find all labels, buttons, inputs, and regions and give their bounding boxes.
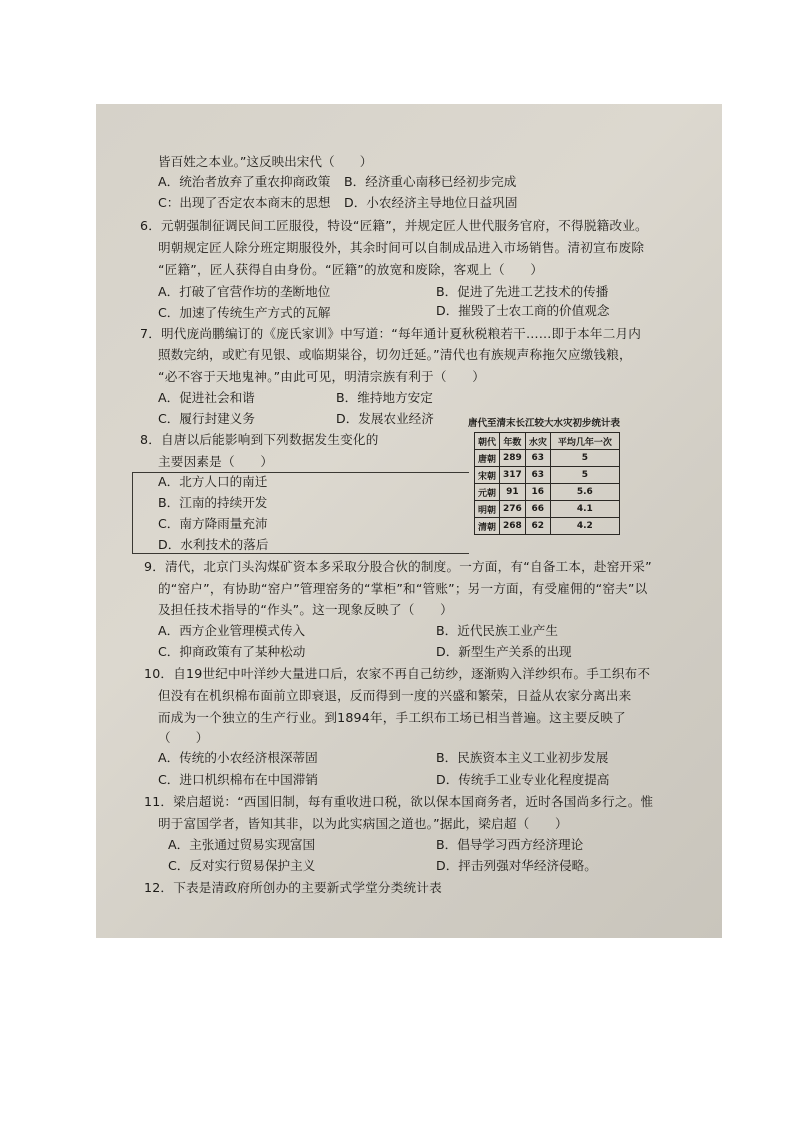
q5-option-a: A．统治者放弃了重农抑商政策 [158, 174, 331, 189]
q9-option-c: C．抑商政策有了某种松动 [158, 644, 306, 659]
table-cell: 63 [525, 467, 550, 484]
q5-stem-end: 皆百姓之本业。”这反映出宋代（ ） [158, 154, 373, 169]
q12-stem: 12．下表是清政府所创办的主要新式学堂分类统计表 [144, 880, 442, 895]
q11-option-a: A．主张通过贸易实现富国 [168, 837, 316, 852]
table-cell: 268 [500, 518, 526, 535]
q7-stem-line2: 照数完纳，或贮有见银、或临期粜谷，切勿迁延。”清代也有族规声称拖欠应缴钱粮， [158, 347, 632, 362]
q6-option-d: D．摧毁了士农工商的价值观念 [436, 303, 610, 318]
table-cell: 91 [500, 484, 526, 501]
table-cell: 63 [525, 450, 550, 467]
table-cell: 明朝 [475, 501, 500, 518]
q6-option-a: A．打破了官营作坊的垄断地位 [158, 284, 331, 299]
q8-stem-line2: 主要因素是（ ） [158, 454, 274, 469]
table-header-row [475, 433, 620, 450]
q5-option-c: C：出现了否定农本商末的思想 [158, 195, 331, 210]
q10-option-d: D．传统手工业专业化程度提高 [436, 772, 610, 787]
exam-page [96, 104, 722, 938]
q10-stem-line2: 但没有在机织棉布面前立即衰退，反而得到一度的兴盛和繁荣，日益从农家分离出来 [158, 688, 632, 703]
table-row [475, 501, 620, 518]
q9-option-d: D．新型生产关系的出现 [436, 644, 572, 659]
q11-option-c: C．反对实行贸易保护主义 [168, 858, 316, 873]
q7-option-d: D．发展农业经济 [336, 411, 434, 426]
q5-option-b: B．经济重心南移已经初步完成 [344, 174, 517, 189]
q7-stem-line1: 7．明代庞尚鹏编订的《庞氏家训》中写道：“每年通计夏秋税粮若干……即于本年二月内 [140, 326, 642, 341]
q7-option-c: C．履行封建义务 [158, 411, 255, 426]
table-row [475, 484, 620, 501]
q10-option-c: C．进口机织棉布在中国滞销 [158, 772, 318, 787]
q7-stem-line3: “必不容于天地鬼神。”由此可见，明清宗族有利于（ ） [158, 369, 485, 384]
q8-option-a: A．北方人口的南迁 [158, 474, 268, 489]
table-header: 朝代 [475, 433, 500, 450]
q10-option-a: A．传统的小农经济根深蒂固 [158, 750, 318, 765]
q9-option-b: B．近代民族工业产生 [436, 623, 558, 638]
q10-stem-line3: 而成为一个独立的生产行业。到1894年，手工织布工场已相当普遍。这主要反映了 [158, 710, 626, 725]
q6-option-b: B．促进了先进工艺技术的传播 [436, 284, 609, 299]
q6-stem-line1: 6．元朝强制征调民间工匠服役，特设“匠籍”，并规定匠人世代服务官府，不得脱籍改业。 [140, 218, 648, 233]
table-cell: 289 [500, 450, 526, 467]
q10-stem-line1: 10．自19世纪中叶洋纱大量进口后，农家不再自己纺纱，逐渐购入洋纱织布。手工织布不 [144, 666, 651, 681]
q11-stem-line1: 11．梁启超说：“西国旧制，每有重收进口税，欲以保本国商务者，近时各国尚多行之。惟 [144, 794, 654, 809]
q9-option-a: A．西方企业管理模式传入 [158, 623, 306, 638]
table-cell: 276 [500, 501, 526, 518]
q6-option-c: C．加速了传统生产方式的瓦解 [158, 305, 331, 320]
q10-stem-line4: （ ） [158, 730, 209, 745]
q5-option-d: D．小农经济主导地位日益巩固 [344, 195, 518, 210]
table-cell: 清朝 [475, 518, 500, 535]
q11-option-b: B．倡导学习西方经济理论 [436, 837, 584, 852]
table-caption: 唐代至清末长江较大水灾初步统计表 [468, 418, 621, 429]
table-cell: 宋朝 [475, 467, 500, 484]
table-cell: 66 [525, 501, 550, 518]
table-row [475, 467, 620, 484]
q6-stem-line2: 明朝规定匠人除分班定期服役外，其余时间可以自制成品进入市场销售。清初宣布废除 [158, 240, 645, 255]
table-cell: 62 [525, 518, 550, 535]
table-cell: 5 [550, 467, 619, 484]
table-cell: 4.1 [550, 501, 619, 518]
table-header: 年数 [500, 433, 526, 450]
table-cell: 唐朝 [475, 450, 500, 467]
table-header: 水灾 [525, 433, 550, 450]
q7-option-a: A．促进社会和谐 [158, 390, 255, 405]
table-cell: 16 [525, 484, 550, 501]
table-row [475, 450, 620, 467]
q11-stem-line2: 明于富国学者，皆知其非，以为此实病国之道也。”据此，梁启超（ ） [158, 816, 568, 831]
flood-stats-table [474, 432, 620, 535]
table-cell: 5.6 [550, 484, 619, 501]
q8-option-c: C．南方降雨量充沛 [158, 516, 268, 531]
table-cell: 317 [500, 467, 526, 484]
q11-option-d: D．抨击列强对华经济侵略。 [436, 858, 597, 873]
q10-option-b: B．民族资本主义工业初步发展 [436, 750, 609, 765]
table-header: 平均几年一次 [550, 433, 619, 450]
q9-stem-line2: 的“窑户”，有协助“窑户”管理窑务的“掌柜”和“管账”；另一方面，有受雇佣的“窑夫”以 [158, 581, 648, 596]
q6-stem-line3: “匠籍”，匠人获得自由身份。“匠籍”的放宽和废除，客观上（ ） [158, 262, 544, 277]
table-row [475, 518, 620, 535]
q8-option-d: D．水利技术的落后 [158, 537, 269, 552]
table-cell: 5 [550, 450, 619, 467]
q9-stem-line3: 及担任技术指导的“作头”。这一现象反映了（ ） [158, 602, 453, 617]
q9-stem-line1: 9．清代，北京门头沟煤矿资本多采取分股合伙的制度。一方面，有“自备工本，赴窑开采” [144, 559, 652, 574]
table-cell: 4.2 [550, 518, 619, 535]
q8-stem-line1: 8．自唐以后能影响到下列数据发生变化的 [140, 432, 379, 447]
q8-option-b: B．江南的持续开发 [158, 495, 268, 510]
q7-option-b: B．维持地方安定 [336, 390, 433, 405]
table-cell: 元朝 [475, 484, 500, 501]
